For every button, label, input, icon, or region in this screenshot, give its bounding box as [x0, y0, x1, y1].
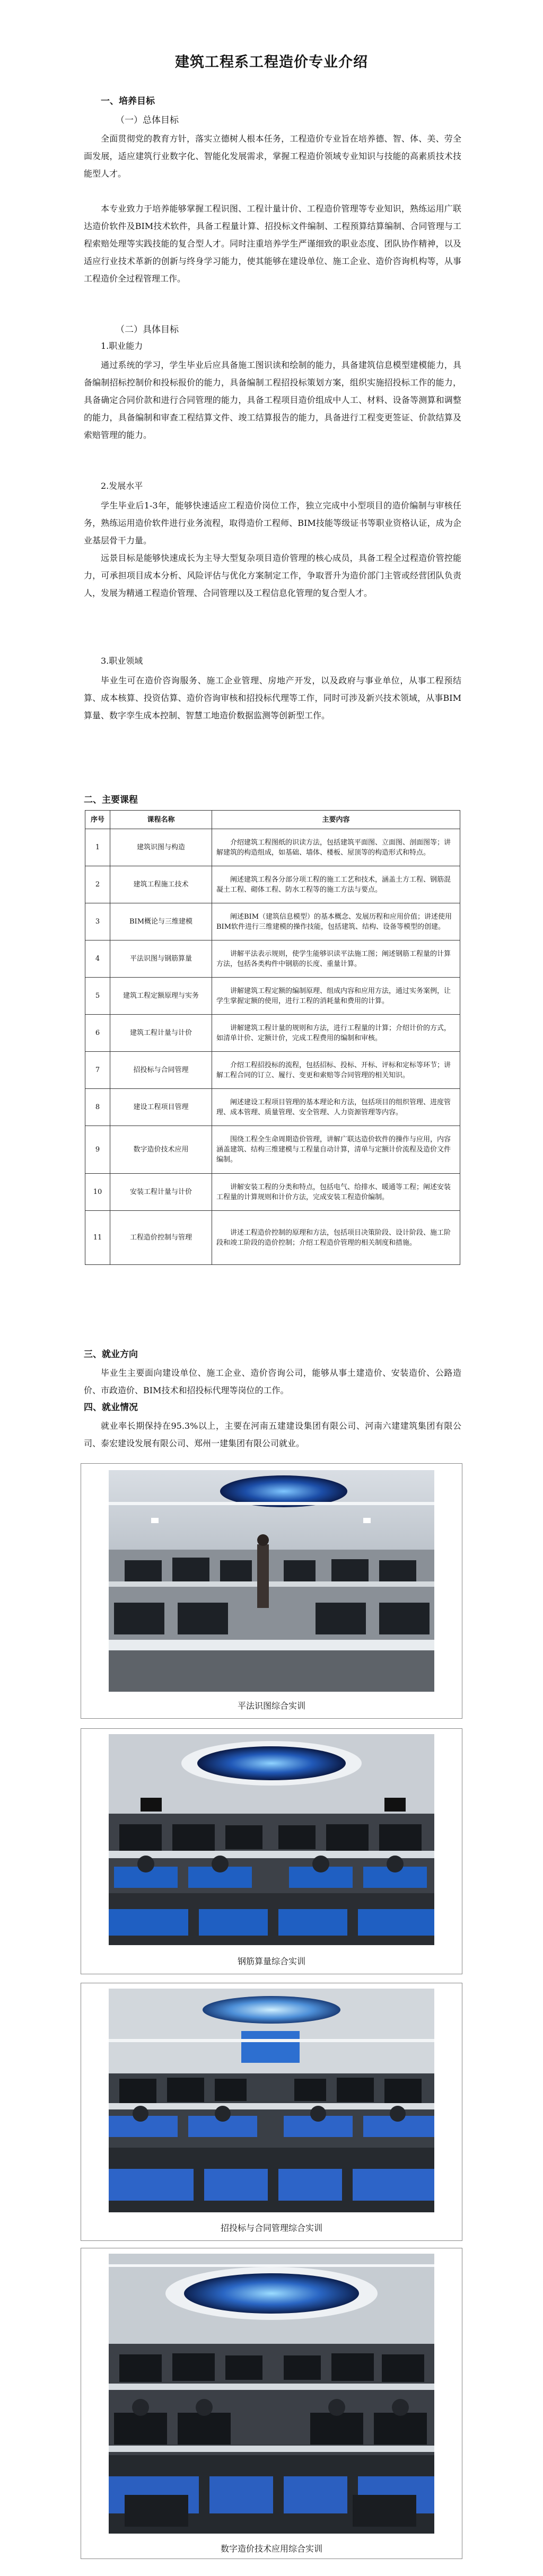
course-name: 建筑工程定额原理与实务 — [110, 978, 212, 1015]
training-room-photo-1 — [109, 1470, 434, 1692]
column-header-no: 序号 — [85, 811, 110, 829]
course-name: BIM概论与三维建模 — [110, 903, 212, 940]
course-content: 阐述建设工程项目管理的基本理论和方法，包括项目的组织管理、进度管理、成本管理、质量管理、安全管理、人力资源管理等内容。 — [212, 1089, 460, 1126]
course-content: 讲解平法表示规则，使学生能够识读平法施工图；阐述钢筋工程量的计算方法，包括各类构件中钢筋的长度、重量计算。 — [212, 940, 460, 978]
course-name: 工程造价控制与管理 — [110, 1211, 212, 1265]
photo-caption-1: 平法识图综合实训 — [237, 1701, 305, 1711]
section-heading-training-goals: 一、培养目标 — [101, 96, 155, 107]
course-name: 安装工程计量与计价 — [110, 1174, 212, 1211]
course-no: 9 — [85, 1126, 110, 1174]
course-content: 阐述建筑工程各分部分项工程的施工工艺和技术，涵盖土方工程、钢筋混凝土工程、砌体工程、防水工程等的施工方法与要点。 — [212, 866, 460, 903]
table-row — [85, 1052, 460, 1089]
column-header-course-name: 课程名称 — [110, 811, 212, 829]
level-paragraph-2: 远景目标是能够快速成长为主导大型复杂项目造价管理的核心成员，具备工程全过程造价管控能力，可承担项目成本分析、风险评估与优化方案制定工作，争取晋升为造价部门主管或经营团队负责人，发展为精通工程造价管理、合同管理以及工程信息化管理的复合型人才。 — [84, 553, 461, 598]
course-no: 2 — [85, 866, 110, 903]
section-heading-employment-status: 四、就业情况 — [84, 1402, 138, 1413]
course-table-header — [85, 811, 460, 829]
table-row — [85, 1211, 460, 1265]
training-room-photo-2 — [109, 1734, 434, 1945]
photo-panel-3 — [81, 1983, 462, 2241]
overall-goal-heading: （一）总体目标 — [116, 115, 179, 126]
course-no: 7 — [85, 1052, 110, 1089]
ability-heading: 1.职业能力 — [101, 341, 143, 351]
course-no: 10 — [85, 1174, 110, 1211]
course-no: 3 — [85, 903, 110, 940]
course-name: 数字造价技术应用 — [110, 1126, 212, 1174]
field-paragraph: 毕业生可在造价咨询服务、施工企业管理、房地产开发，以及政府与事业单位，从事工程预结算、成本核算、投资估算、造价咨询审核和招投标代理等工作，同时可涉及新兴技术领域，从事BIM算量、数字孪生成本控制、智慧工地造价数据监测等创新型工作。 — [84, 675, 461, 720]
course-content: 围绕工程全生命周期造价管理，讲解广联达造价软件的操作与应用，内容涵盖建筑、结构三维建模与工程量自动计算，清单与定额计价流程及造价文件编制。 — [212, 1126, 460, 1174]
table-row — [85, 903, 460, 940]
course-no: 11 — [85, 1211, 110, 1265]
table-row — [85, 1174, 460, 1211]
photo-panel-2 — [81, 1728, 462, 1974]
section-heading-employment-direction: 三、就业方向 — [84, 1349, 138, 1360]
course-no: 5 — [85, 978, 110, 1015]
course-table — [85, 810, 460, 1265]
course-no: 6 — [85, 1015, 110, 1052]
course-content: 讲述工程造价控制的原理和方法，包括项目决策阶段、设计阶段、施工阶段和竣工阶段的造价控制；介绍工程造价管理的相关制度和措施。 — [212, 1211, 460, 1265]
table-row — [85, 866, 460, 903]
photo-caption-4: 数字造价技术应用综合实训 — [220, 2544, 322, 2554]
course-content: 讲解建筑工程计量的规则和方法，进行工程量的计算；介绍计价的方式，如清单计价、定额计价，完成工程费用的编制和审核。 — [212, 1015, 460, 1052]
course-name: 建筑工程计量与计价 — [110, 1015, 212, 1052]
course-name: 招投标与合同管理 — [110, 1052, 212, 1089]
overall-goal-paragraph-2: 本专业致力于培养能够掌握工程识图、工程计量计价、工程造价管理等专业知识，熟练运用广联达造价软件及BIM技术软件，具备工程量计算、招投标文件编制、工程预算结算编制、合同管理与工程索赔处理等实践技能的复合型人才。同时注重培养学生严谨细致的职业态度、团队协作精神，以及适应行业技术革新的创新与终身学习能力，使其能够在建设单位、施工企业、造价咨询机构等，从事工程造价全过程管理工作。 — [84, 204, 461, 284]
column-header-content: 主要内容 — [212, 811, 460, 829]
page-title: 建筑工程系工程造价专业介绍 — [175, 54, 368, 71]
course-name: 建设工程项目管理 — [110, 1089, 212, 1126]
photo-panel-1 — [81, 1463, 462, 1719]
course-content: 讲解建筑工程定额的编制原理、组成内容和应用方法，通过实务案例，让学生掌握定额的使用，进行工程的消耗量和费用的计算。 — [212, 978, 460, 1015]
course-content: 讲解安装工程的分类和特点，包括电气、给排水、暖通等工程；阐述安装工程量的计算规则和计价方法，完成安装工程造价编制。 — [212, 1174, 460, 1211]
training-room-photo-3 — [109, 1989, 434, 2212]
course-content: 阐述BIM（建筑信息模型）的基本概念、发展历程和应用价值；讲述使用BIM软件进行三维建模的操作技能，包括建筑、结构、设备等模型的创建。 — [212, 903, 460, 940]
level-paragraph-1: 学生毕业后1-3年，能够快速适应工程造价岗位工作，独立完成中小型项目的造价编制与审核任务，熟练运用造价软件进行业务流程，取得造价工程师、BIM技能等级证书等职业资格认证，成为企业基层骨干力量。 — [84, 500, 461, 546]
table-row — [85, 1015, 460, 1052]
photo-panel-4 — [81, 2248, 462, 2559]
field-heading: 3.职业领域 — [101, 656, 143, 666]
course-name: 建筑识图与构造 — [110, 829, 212, 866]
course-no: 8 — [85, 1089, 110, 1126]
table-row — [85, 829, 460, 866]
course-no: 4 — [85, 940, 110, 978]
employment-direction-paragraph: 毕业生主要面向建设单位、施工企业、造价咨询公司，能够从事土建造价、安装造价、公路造价、市政造价、BIM技术和招投标代理等岗位的工作。 — [84, 1368, 461, 1395]
employment-status-paragraph: 就业率长期保持在95.3%以上，主要在河南五建建设集团有限公司、河南六建建筑集团有限公司、泰宏建设发展有限公司、郑州一建集团有限公司就业。 — [84, 1421, 461, 1448]
table-row — [85, 940, 460, 978]
table-row — [85, 1126, 460, 1174]
table-row — [85, 1089, 460, 1126]
course-name: 建筑工程施工技术 — [110, 866, 212, 903]
section-heading-courses: 二、主要课程 — [84, 795, 138, 805]
overall-goal-paragraph-1: 全面贯彻党的教育方针，落实立德树人根本任务，工程造价专业旨在培养德、智、体、美、劳全面发展，适应建筑行业数字化、智能化发展需求，掌握工程造价领域专业知识与技能的高素质技术技能型人才。 — [84, 134, 461, 179]
specific-goal-heading: （二）具体目标 — [116, 324, 179, 335]
course-no: 1 — [85, 829, 110, 866]
table-row — [85, 978, 460, 1015]
course-name: 平法识图与钢筋算量 — [110, 940, 212, 978]
ability-paragraph: 通过系统的学习，学生毕业后应具备施工图识读和绘制的能力，具备建筑信息模型建模能力，具备编制招标控制价和投标报价的能力，具备编制工程招投标策划方案，组织实施招投标工作的能力，具备确定合同价款和进行合同管理的能力，具备工程项目造价组成中人工、材料、设备等测算和调整的能力，具备编制和审查工程结算文件、竣工结算报告的能力，具备进行工程变更签证、价款结算及索赔管理的能力。 — [84, 360, 461, 440]
photo-caption-2: 钢筋算量综合实训 — [237, 1956, 305, 1966]
level-heading: 2.发展水平 — [101, 481, 143, 491]
training-room-photo-4 — [109, 2254, 434, 2534]
photo-caption-3: 招投标与合同管理综合实训 — [220, 2223, 322, 2233]
course-content: 介绍建筑工程图纸的识读方法，包括建筑平面图、立面图、剖面图等；讲解建筑的构造组成，如基础、墙体、楼板、屋顶等的构造形式和特点。 — [212, 829, 460, 866]
course-content: 介绍工程招投标的流程，包括招标、投标、开标、评标和定标等环节；讲解工程合同的订立、履行、变更和索赔等合同管理的相关知识。 — [212, 1052, 460, 1089]
